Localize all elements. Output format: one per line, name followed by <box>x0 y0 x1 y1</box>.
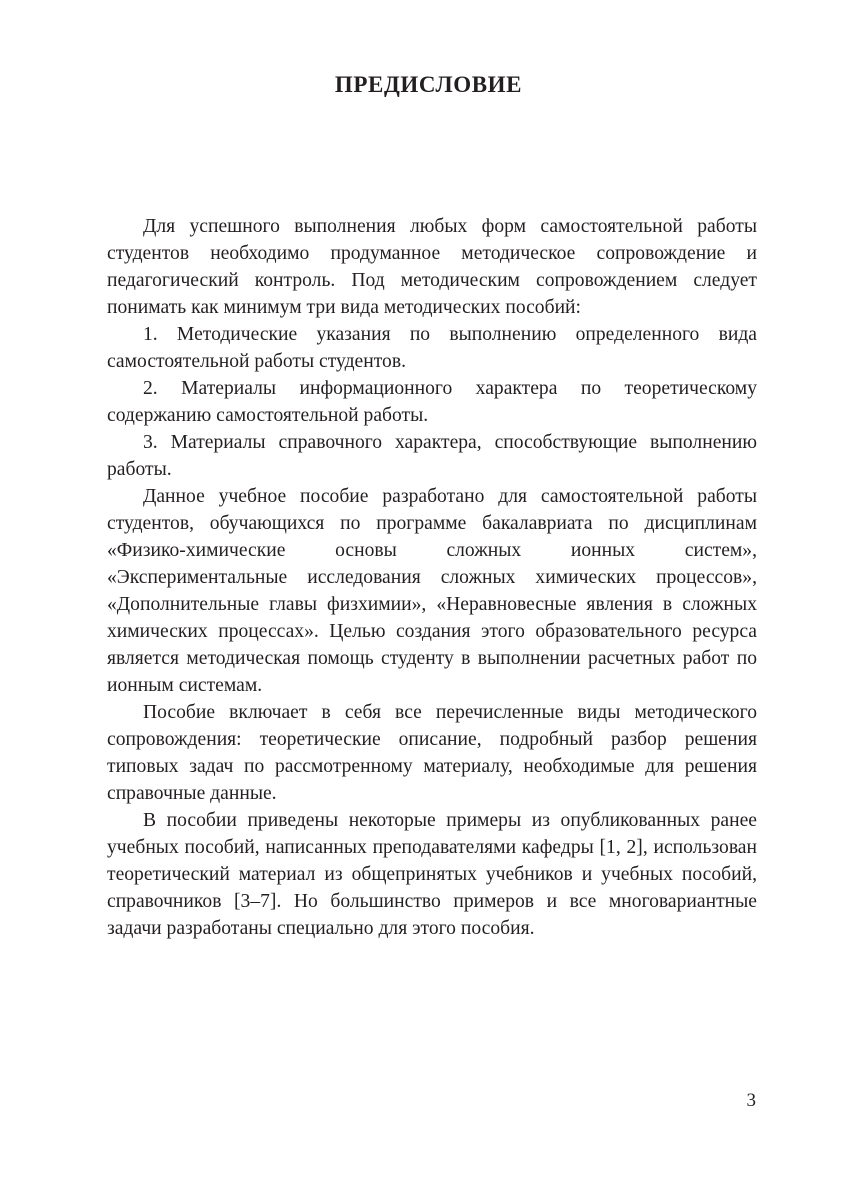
list-item-1: 1. Методические указания по выполнению определенного вида самостоятельной работы студентов. <box>107 324 757 372</box>
paragraph-purpose: Данное учебное пособие разработано для самостоятельной работы студентов, обучающихся по программе бакалавриата по дисциплинам «Физико-химические основы сложных ионных систем», «Экспериментальные исследования сложных химических процессов», «Дополнительные главы физхимии», «Неравновесные явления в сложных химических процессах». Целью создания этого образовательного ресурса является методическая помощь студенту в выполнении расчетных работ по ионным системам. <box>107 486 757 696</box>
list-item-2: 2. Материалы информационного характера по теоретическому содержанию самостоятельной работы. <box>107 378 757 426</box>
paragraph-sources: В пособии приведены некоторые примеры из опубликованных ранее учебных пособий, написанных преподавателями кафедры [1, 2], использован теоретический материал из общепринятых учебников и учебных пособий, справочников [3–7]. Но большинство примеров и все многовариантные задачи разработаны специально для этого пособия. <box>107 810 757 939</box>
paragraph-contents: Пособие включает в себя все перечисленные виды методического сопровождения: теоретические описание, подробный разбор решения типовых задач по рассмотренному материалу, необходимые для решения справочные данные. <box>107 702 757 804</box>
page-number: 3 <box>746 1090 756 1111</box>
paragraph-intro: Для успешного выполнения любых форм самостоятельной работы студентов необходимо продуманное методическое сопровождение и педагогический контроль. Под методическим сопровождением следует понимать как минимум три вида методических пособий: <box>107 216 757 318</box>
page-title: ПРЕДИСЛОВИЕ <box>334 72 523 97</box>
body-text <box>107 213 757 942</box>
list-item-3: 3. Материалы справочного характера, способствующие выполнению работы. <box>107 432 757 480</box>
